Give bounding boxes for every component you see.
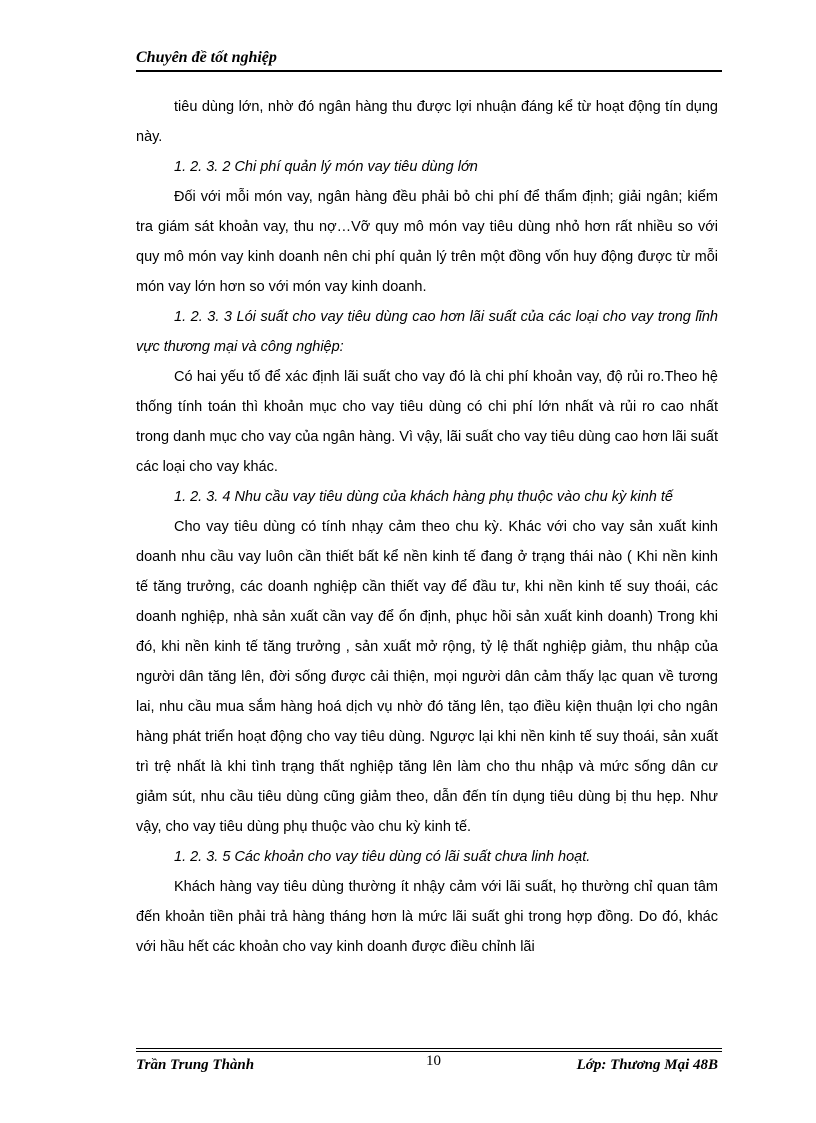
paragraph-economic-cycle: Cho vay tiêu dùng có tính nhạy cảm theo chu kỳ. Khác với cho vay sản xuất kinh doanh nhu cầu vay luôn cần thiết bất kể nền kinh tế đang ở trạng thái nào ( Khi nền kinh tế tăng trưởng, các doanh nghiệp cần thiết vay để đầu tư, khi nền kinh tế suy thoái, các doanh nghiệp, nhà sản xuất cần vay để ổn định, phục hồi sản xuất kinh doanh) Trong khi đó, khi nền kinh tế tăng trưởng , sản xuất mở rộng, tỷ lệ thất nghiệp giảm, thu nhập của người dân tăng lên, đời sống được cải thiện, mọi người dân cảm thấy lạc quan về tương lai, nhu cầu mua sắm hàng hoá dịch vụ nhờ đó tăng lên, tạo điều kiện thuận lợi cho ngân hàng phát triển hoạt động cho vay tiêu dùng. Ngược lại khi nền kinh tế suy thoái, sản xuất trì trệ nhất là khi tình trạng thất nghiệp tăng lên làm cho thu nhập và mức sống dân cư giảm sút, nhu cầu tiêu dùng cũng giảm theo, dẫn đến tín dụng tiêu dùng bị thu hẹp. Như vậy, cho vay tiêu dùng phụ thuộc vào chu kỳ kinh tế. [136,519,718,835]
page-header [136,48,721,68]
footer-author: Trần Trung Thành [136,1057,255,1073]
page-number: 10 [426,1053,441,1069]
footer-class: Lớp: Thương Mại 48B [576,1057,718,1073]
paragraph-continuation: tiêu dùng lớn, nhờ đó ngân hàng thu được lợi nhuận đáng kể từ hoạt động tín dụng này. [136,99,718,145]
section-heading-1-2-3-5: 1. 2. 3. 5 Các khoản cho vay tiêu dùng có lãi suất chưa linh hoạt. [174,849,591,865]
section-heading-1-2-3-3: 1. 2. 3. 3 Lói suất cho vay tiêu dùng cao hơn lãi suất của các loại cho vay trong lĩnh vực thương mại và công nghiệp: [136,309,718,355]
section-heading-1-2-3-2: 1. 2. 3. 2 Chi phí quản lý món vay tiêu dùng lớn [174,159,478,175]
paragraph-management-cost: Đối với mỗi món vay, ngân hàng đều phải bỏ chi phí để thẩm định; giải ngân; kiểm tra giám sát khoản vay, thu nợ…Vỡ quy mô món vay tiêu dùng nhỏ hơn rất nhiều so với quy mô món vay kinh doanh nên chi phí quản lý trên một đồng vốn huy động được từ mỗi món vay lớn hơn so với món vay kinh doanh. [136,189,718,295]
section-heading-1-2-3-4: 1. 2. 3. 4 Nhu cầu vay tiêu dùng của khách hàng phụ thuộc vào chu kỳ kinh tế [174,489,673,505]
header-rule [136,70,722,72]
page-body [136,92,718,962]
footer-rule-secondary [136,1051,722,1052]
page-footer [136,1055,722,1077]
paragraph-interest-rate: Có hai yếu tố để xác định lãi suất cho vay đó là chi phí khoản vay, độ rủi ro.Theo hệ thống tính toán thì khoản mục cho vay tiêu dùng có chi phí lớn nhất và rủi ro cao nhất trong danh mục cho vay của ngân hàng. Vì vậy, lãi suất cho vay tiêu dùng cao hơn lãi suất các loại cho vay khác. [136,369,718,475]
header-title: Chuyên đề tốt nghiệp [136,49,277,66]
footer-rule [136,1048,722,1049]
paragraph-rate-flexibility: Khách hàng vay tiêu dùng thường ít nhậy cảm với lãi suất, họ thường chỉ quan tâm đến khoản tiền phải trả hàng tháng hơn là mức lãi suất ghi trong hợp đồng. Do đó, khác với hầu hết các khoản cho vay kinh doanh được điều chỉnh lãi [136,879,718,955]
